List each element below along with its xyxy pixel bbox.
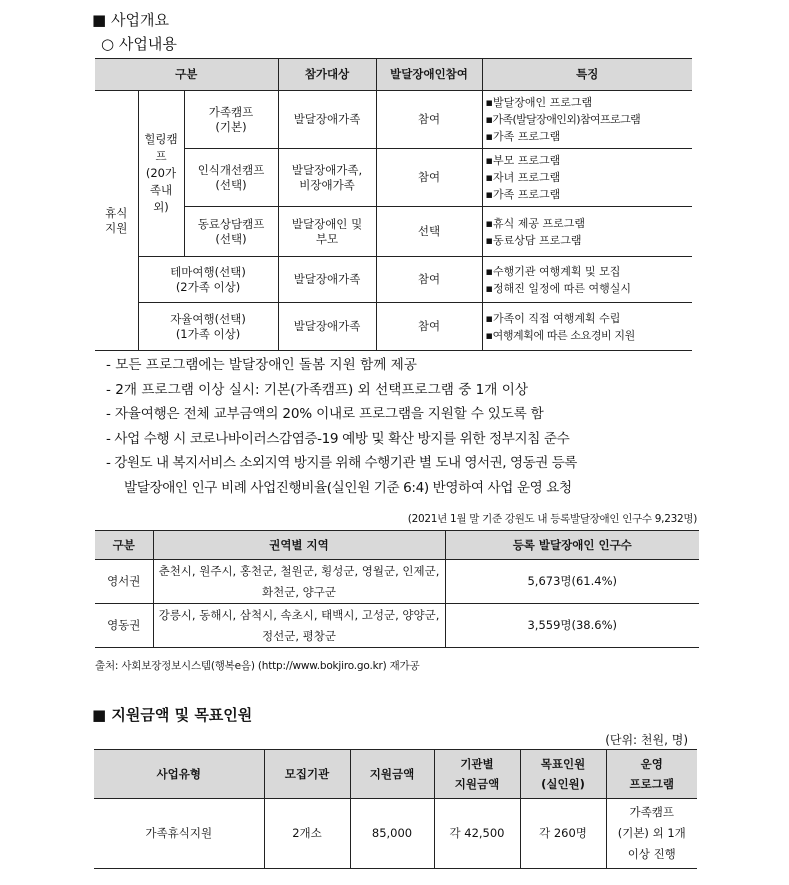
program-participation: 참여	[376, 149, 482, 207]
subsection-title: 사업내용	[118, 35, 177, 53]
program-target: 발달장애가족	[278, 303, 376, 351]
subgroup-label: 힐링캠프 (20가족내외)	[138, 91, 184, 257]
program-features: ▪발달장애인 프로그램 ▪가족(발달장애인외)참여프로그램 ▪가족 프로그램	[482, 91, 692, 149]
note-item: - 모든 프로그램에는 발달장애인 돌봄 지원 함께 제공	[106, 357, 417, 373]
program-table	[95, 58, 692, 351]
program-target: 발달장애가족	[278, 91, 376, 149]
section-heading-overview	[92, 9, 169, 30]
target-count-cell: 각 260명	[520, 799, 606, 869]
section-heading-budget	[92, 704, 252, 725]
unit-label: (단위: 천원, 명)	[605, 733, 688, 747]
population-caption: (2021년 1월 말 기준 강원도 내 등록발달장애인 인구수 9,232명)	[407, 513, 697, 525]
program-features: ▪수행기관 여행계획 및 모집 ▪정해진 일정에 따른 여행실시	[482, 257, 692, 303]
header-amount: 지원금액	[350, 750, 434, 799]
budget-table	[94, 749, 697, 869]
note-item: - 사업 수행 시 코로나바이러스감염증-19 예방 및 확산 방지를 위한 정부지침 준수	[106, 430, 570, 447]
note-item: - 강원도 내 복지서비스 소외지역 방지를 위해 수행기관 별 도내 영서권, 영동권 등록	[106, 455, 577, 472]
section-title: 사업개요	[110, 11, 169, 29]
region-count: 5,673명(61.4%)	[445, 560, 699, 604]
program-features: ▪휴식 제공 프로그램 ▪동료상담 프로그램	[482, 207, 692, 257]
program-participation: 선택	[376, 207, 482, 257]
header-type: 사업유형	[94, 750, 264, 799]
square-bullet-icon: ■	[92, 706, 107, 724]
type-cell: 가족휴식지원	[94, 799, 264, 869]
amount-per-inst-cell: 각 42,500	[434, 799, 520, 869]
circle-bullet-icon: ○	[101, 35, 115, 53]
region-areas: 춘천시, 원주시, 홍천군, 철원군, 횡성군, 영월군, 인제군, 화천군, 양구군	[153, 560, 445, 604]
notes-list	[106, 353, 577, 501]
header-region: 구분	[95, 531, 153, 560]
group-label: 휴식지원	[95, 91, 138, 351]
program-participation: 참여	[376, 257, 482, 303]
source-note: 출처: 사회보장정보시스템(행복e음) (http://www.bokjiro.go.kr) 재가공	[95, 660, 420, 672]
region-areas: 강릉시, 동해시, 삼척시, 속초시, 태백시, 고성군, 양양군, 정선군, 평창군	[153, 604, 445, 648]
program-features: ▪가족이 직접 여행계획 수립 ▪여행계획에 따른 소요경비 지원	[482, 303, 692, 351]
program-target: 발달장애가족	[278, 257, 376, 303]
note-item: 발달장애인 인구 비례 사업진행비율(실인원 기준 6:4) 반영하여 사업 운영 요청	[124, 479, 572, 496]
region-name: 영서권	[95, 560, 153, 604]
program-cell: 가족캠프 (기본) 외 1개 이상 진행	[606, 799, 697, 869]
program-name: 동료상담캠프 (선택)	[184, 207, 278, 257]
header-count: 등록 발달장애인 인구수	[445, 531, 699, 560]
section-title: 지원금액 및 목표인원	[111, 706, 253, 724]
header-amount-per-inst: 기관별 지원금액	[434, 750, 520, 799]
program-name: 테마여행(선택) (2가족 이상)	[138, 257, 278, 303]
program-features: ▪부모 프로그램 ▪자녀 프로그램 ▪가족 프로그램	[482, 149, 692, 207]
header-target-count: 목표인원 (실인원)	[520, 750, 606, 799]
program-participation: 참여	[376, 91, 482, 149]
program-target: 발달장애인 및 부모	[278, 207, 376, 257]
region-count: 3,559명(38.6%)	[445, 604, 699, 648]
header-target: 참가대상	[278, 59, 376, 91]
header-program: 운영 프로그램	[606, 750, 697, 799]
region-name: 영동권	[95, 604, 153, 648]
note-item: - 자율여행은 전체 교부금액의 20% 이내로 프로그램을 지원할 수 있도록 함	[106, 406, 544, 423]
square-bullet-icon: ■	[92, 11, 107, 29]
program-participation: 참여	[376, 303, 482, 351]
region-table	[95, 530, 699, 648]
header-features: 특징	[482, 59, 692, 91]
program-name: 인식개선캠프 (선택)	[184, 149, 278, 207]
program-name: 자율여행(선택) (1가족 이상)	[138, 303, 278, 351]
note-item: - 2개 프로그램 이상 실시: 기본(가족캠프) 외 선택프로그램 중 1개 이상	[106, 381, 529, 398]
institutions-cell: 2개소	[264, 799, 350, 869]
header-areas: 권역별 지역	[153, 531, 445, 560]
header-institutions: 모집기관	[264, 750, 350, 799]
program-name: 가족캠프 (기본)	[184, 91, 278, 149]
header-participation: 발달장애인참여	[376, 59, 482, 91]
program-target: 발달장애가족, 비장애가족	[278, 149, 376, 207]
header-category: 구분	[95, 59, 278, 91]
amount-cell: 85,000	[350, 799, 434, 869]
subsection-heading	[101, 33, 177, 54]
